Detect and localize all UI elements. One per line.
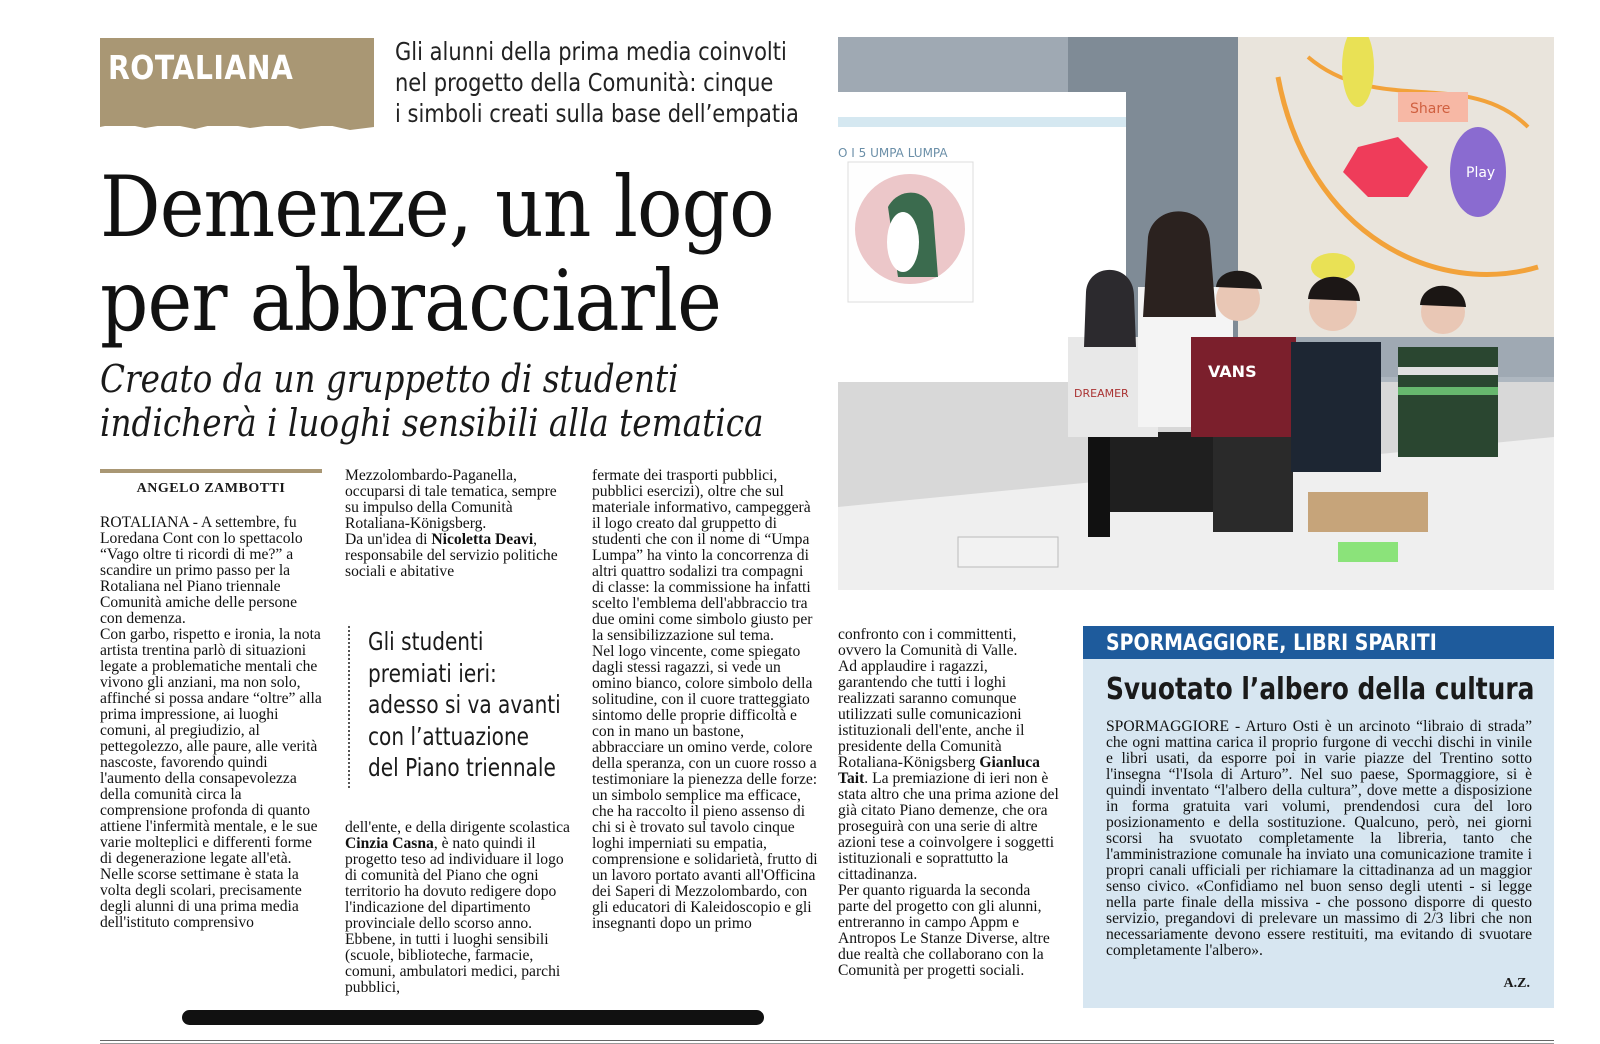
sidebar-title: Svuotato l’albero della cultura: [1106, 672, 1535, 707]
article-photo: [838, 37, 1554, 590]
section-tag: ROTALIANA: [108, 48, 294, 87]
author-byline: ANGELO ZAMBOTTI: [136, 481, 286, 496]
paragraph: [838, 659, 1060, 883]
photo-illustration: [838, 37, 1554, 590]
kicker-line: i simboli creati sulla base dell’empatia: [395, 99, 799, 128]
sweatshirt-text: DREAMER: [1074, 387, 1129, 400]
text: Ad applaudire i ragazzi, garantendo che tutti i loghi realizzati saranno comunque utilizzati sulle comunicazioni istituzionali dell'ente, anche il presidente della Comunità Rotaliana-Königsberg: [838, 658, 1025, 771]
article-column-2-bottom: [345, 820, 570, 996]
sweatshirt-text: VANS: [1208, 362, 1257, 381]
author-rule: [100, 469, 322, 473]
article-column-1: [100, 515, 322, 931]
slide-title: O I 5 UMPA LUMPA: [838, 146, 948, 160]
kicker-line: Gli alunni della prima media coinvolti: [395, 37, 787, 66]
sidebar-signature: A.Z.: [1503, 976, 1530, 991]
subhead-line: Creato da un gruppetto di studenti: [100, 357, 679, 401]
article-column-4: [838, 627, 1060, 979]
subhead-line: indicherà i luoghi sensibili alla tematica: [100, 401, 764, 445]
headline-line: per abbracciarle: [100, 252, 721, 350]
text: Da un'idea di: [345, 531, 432, 548]
pull-quote-line: adesso si va avanti: [368, 690, 561, 719]
pull-quote-line: del Piano triennale: [368, 753, 556, 782]
paragraph: Nelle scorse settimane è stata la volta degli scolari, precisamente degli alunni di una prima media dell'istituto comprensivo: [100, 866, 302, 931]
person-name: Gianluca Tait: [838, 754, 1040, 787]
paragraph: [345, 820, 570, 932]
paragraph: Nel logo vincente, come spiegato dagli stessi ragazzi, si vede un omino bianco, colore simbolo della solitudine, con il cuore tratteggiato sintomo delle proprie difficoltà e con in mano un bastone, abbracciare un omino verde, colore della speranza, con un cuore rosso a testimoniare la pienezza delle forze: un simbolo semplice ma efficace, che ha raccolto il pieno assenso di chi si è trovato sul tavolo cinque loghi imperniati su empatia, comprensione e solidarietà, frutto di un lavoro portato avanti all'Officina dei Saperi di Mezzolombardo, con gli educatori di Kaleidoscopio e gli insegnanti dopo un primo: [592, 643, 818, 932]
sidebar-body: SPORMAGGIORE - Arturo Osti è un arcinoto “libraio di strada” che ogni mattina carica il proprio furgone di vecchi dischi in vinile e libri usati, da esporre poi in varie piazze del Trentino sotto l'insegna “l'Isola di Arturo”. Nel suo paese, Spormaggiore, si è quindi inventato “l'albero della cultura”, dove mette a disposizione in forma gratuita vari volumi, prendendosi cura del loro posizionamento e della sostituzione. Qualcuno, però, nei giorni scorsi ha svuotato completamente la libreria, tanto che l'amministrazione comunale ha inviato una comunicazione tramite i propri canali ufficiali per richiamare la cittadinanza ad un maggior senso civico. «Confidiamo nel buon senso degli utenti - si legge nella parte finale della missiva - che possono disporre di questo servizio, pregandovi di prelevare un massimo di 2/3 libri che non necessariamente devono essere restituiti, ma evitando di svuotare completamente l'albero».: [1106, 718, 1532, 959]
footer-rule: [100, 1040, 1554, 1041]
board-label: Play: [1466, 165, 1496, 181]
kicker: [395, 36, 799, 129]
paragraph: Ebbene, in tutti i luoghi sensibili (scuole, biblioteche, farmacie, comuni, ambulatori medici, parchi pubblici,: [345, 931, 561, 996]
subhead: [100, 357, 764, 445]
pull-quote-line: Gli studenti: [368, 627, 484, 656]
paragraph: Con garbo, rispetto e ironia, la nota artista trentina parlò di situazioni legate a problematiche mentali che vivono gli anziani, ma non solo, affinché si possa andare “oltre” alla prima impressione, ai luoghi comuni, al pregiudizio, al pettegolezzo, alle paure, alle verità nascoste, favorendo quindi l'aumento della consapevolezza della comunità circa la comprensione profonda di quanto attiene l'infermità mentale, e le sue varie molteplici e differenti forme di degenerazione legate all'età.: [100, 626, 322, 867]
article-column-3: [592, 468, 818, 932]
horizontal-scrollbar[interactable]: [182, 1010, 764, 1025]
kicker-line: nel progetto della Comunità: cinque: [395, 68, 774, 97]
article-column-2-top: [345, 468, 570, 580]
person-name: Nicoletta Deavi: [431, 531, 534, 548]
pull-quote-line: premiati ieri:: [368, 658, 497, 688]
pull-quote: [368, 626, 565, 784]
person-name: Cinzia Casna: [345, 835, 434, 852]
torn-edge-decoration: [100, 118, 374, 132]
text: , è nato quindi il progetto teso ad individuare il logo di comunità del Piano che ogni territorio ha dovuto redigere dopo l'indicazione del dipartimento provinciale dello scorso anno.: [345, 835, 564, 932]
text: . La premiazione di ieri non è stata altro che una prima azione del già citato Piano demenze, che ora proseguirà con una serie di altre azioni tese a coinvolgere i soggetti istituzionali e soprattutto la cittadinanza.: [838, 770, 1059, 883]
paragraph: Mezzolombardo-Paganella, occuparsi di tale tematica, sempre su impulso della Comunità Rotaliana-Königsberg.: [345, 467, 557, 532]
paragraph: confronto con i committenti, ovvero la Comunità di Valle.: [838, 626, 1018, 659]
paragraph: ROTALIANA - A settembre, fu Loredana Cont con lo spettacolo “Vago oltre ti ricordi di me?” a scandire un primo passo per la Rotaliana nel Piano triennale Comunità amiche delle persone con demenza.: [100, 514, 303, 627]
text: , responsabile del servizio politiche sociali e abitative: [345, 531, 558, 580]
board-label: Share: [1410, 101, 1451, 117]
headline-line: Demenze, un logo: [100, 158, 774, 256]
text: dell'ente, e della dirigente scolastica: [345, 819, 570, 836]
paragraph: [345, 532, 570, 580]
sidebar-kicker: SPORMAGGIORE, LIBRI SPARITI: [1106, 631, 1437, 656]
headline: [100, 158, 774, 350]
pull-quote-line: con l’attuazione: [368, 721, 530, 751]
paragraph: Per quanto riguarda la seconda parte del progetto con gli alunni, entreranno in campo Appm e Antropos Le Stanze Diverse, altre due realtà che collaborano con la Comunità per progetti sociali.: [838, 882, 1050, 979]
paragraph: fermate dei trasporti pubblici, pubblici esercizi), oltre che sul materiale informativo, campeggerà il logo creato dal gruppetto di studenti che con il nome di “Umpa Lumpa” ha vinto la concorrenza di altri quattro sodalizi tra compagni di classe: la commissione ha infatti scelto l'emblema dell'abbraccio tra due omini come simbolo giusto per la sensibilizzazione sul tema.: [592, 467, 813, 644]
